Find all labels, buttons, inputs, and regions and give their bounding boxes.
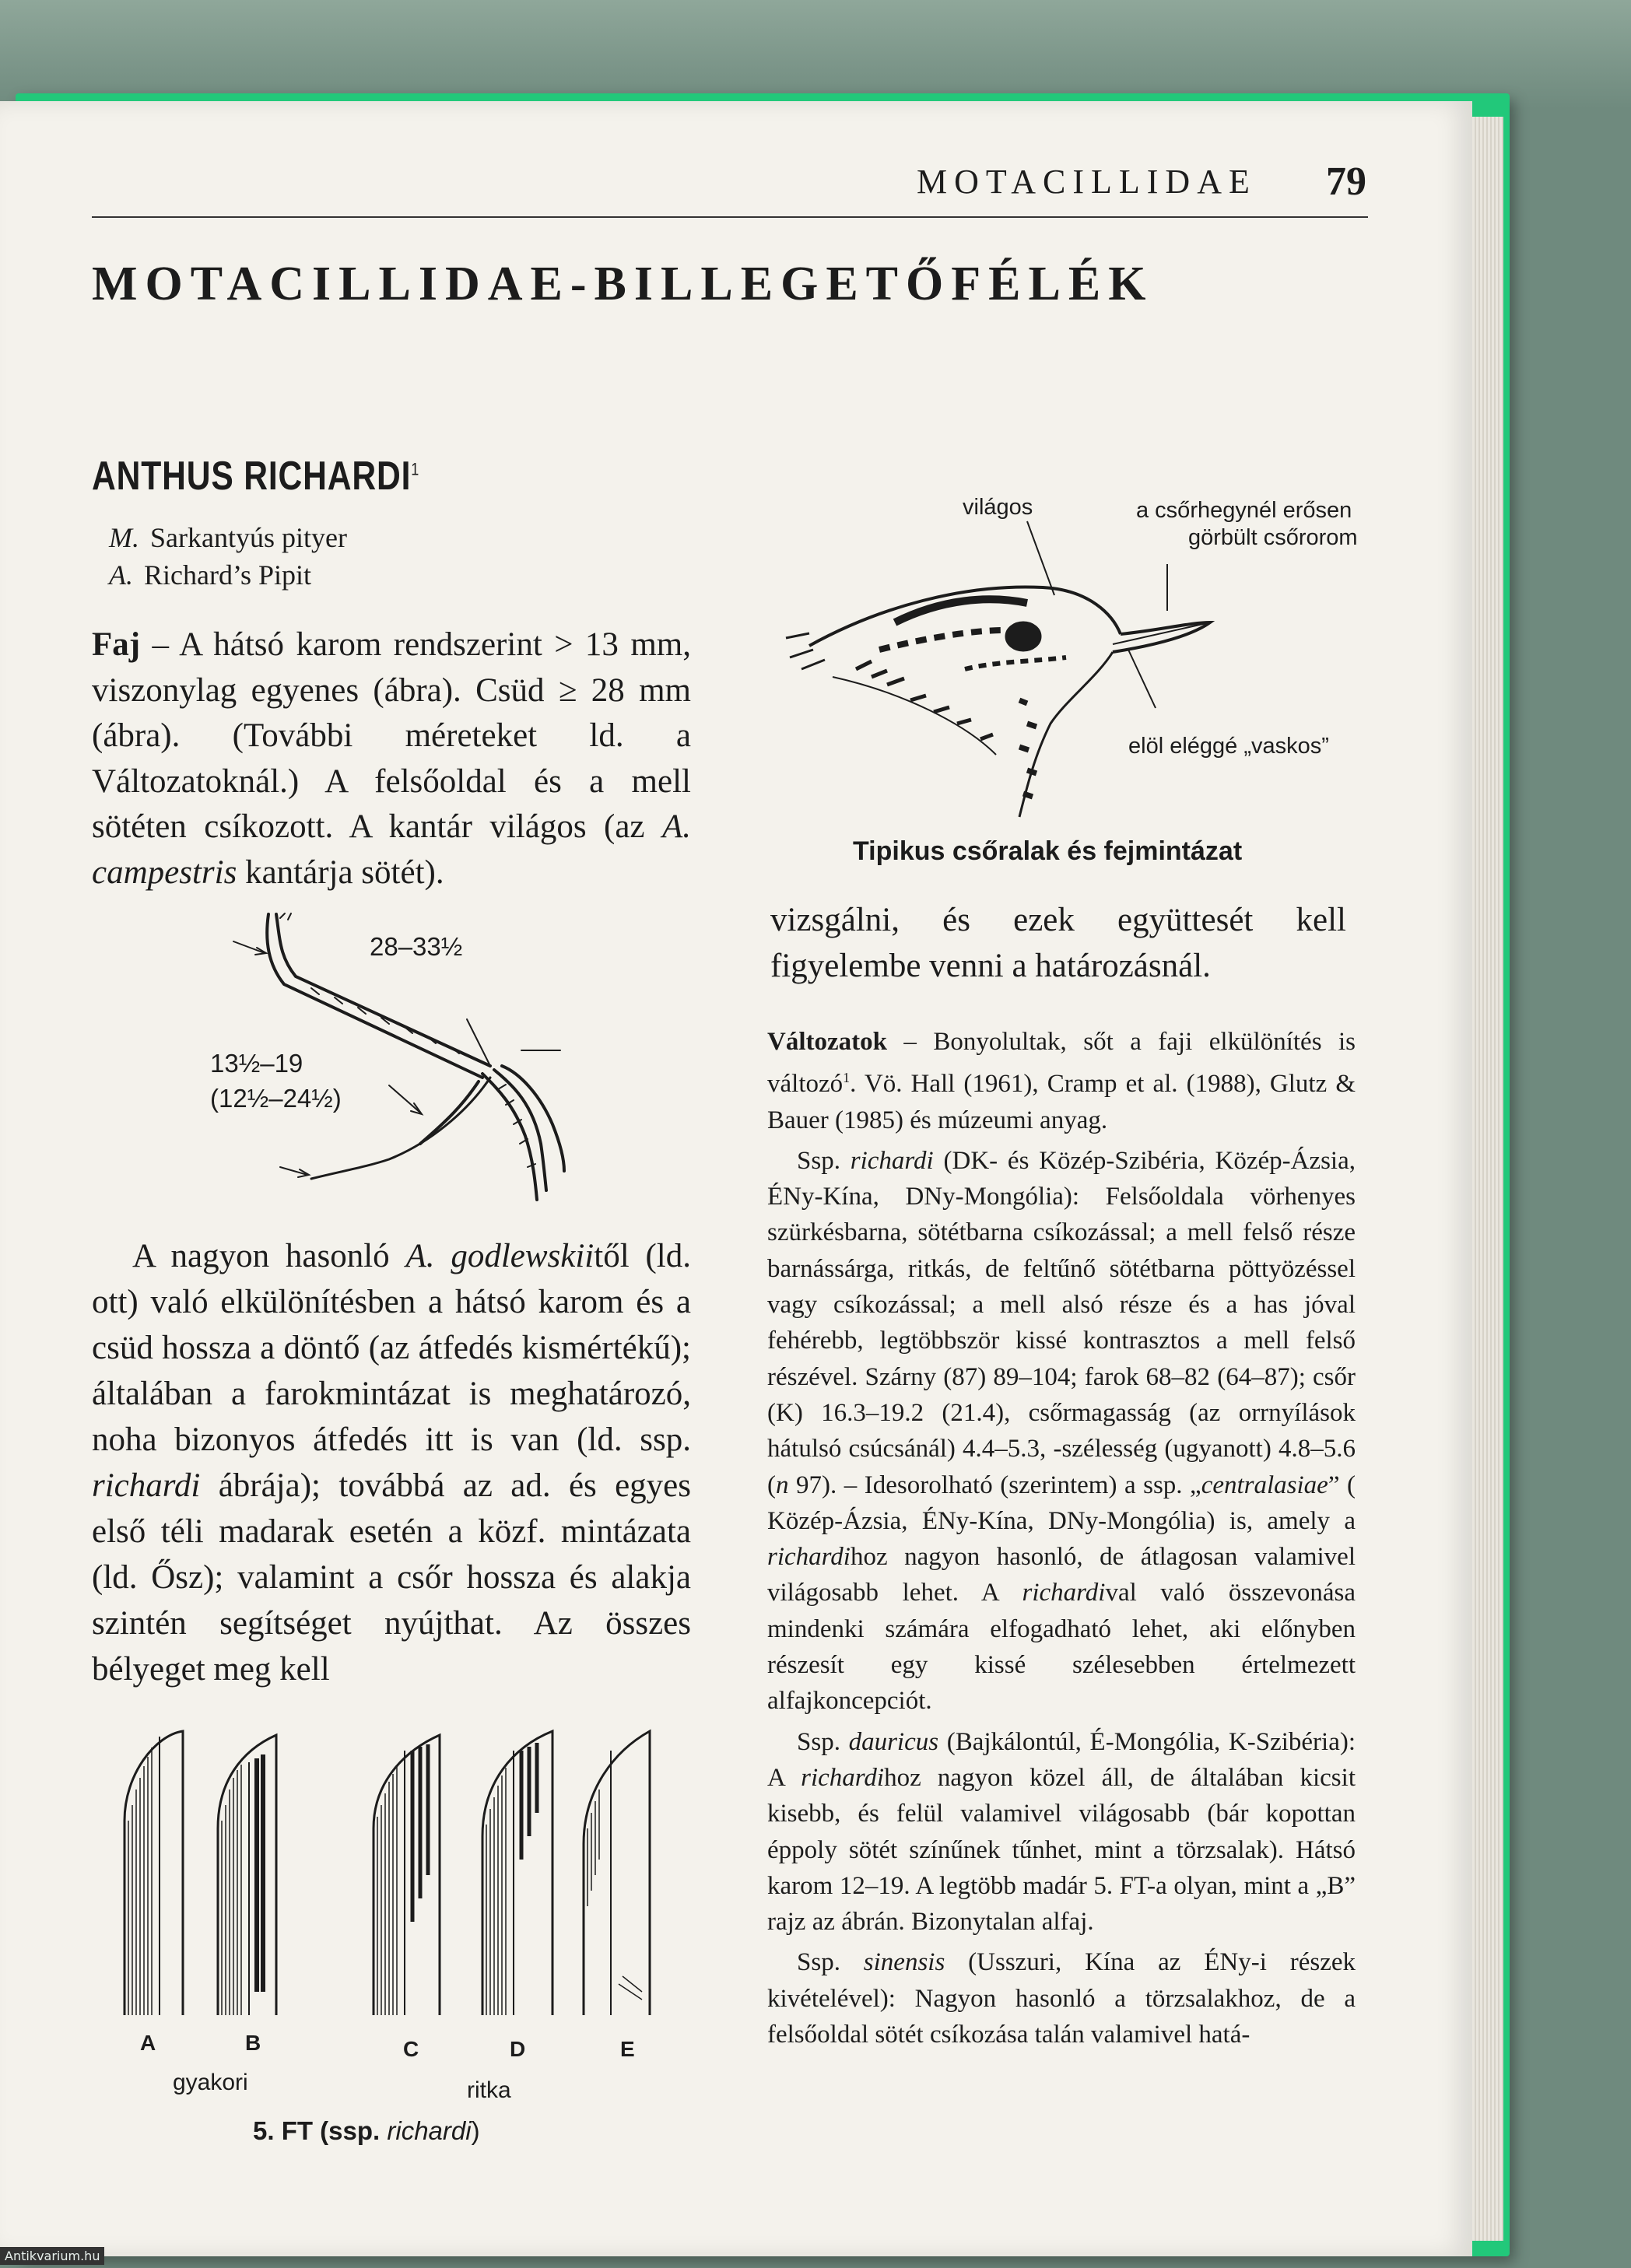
vernacular-name-hungarian: M. Sarkantyús pityer: [109, 522, 347, 553]
tail-group-rare: ritka: [467, 2077, 511, 2103]
tail-letter-d: D: [510, 2037, 526, 2061]
valtozatok-paragraph: Változatok – Bonyolultak, sőt a faji elkülönítés is változó$^1$. Vö. Hall (1961), Cramp et al. (1988), Glutz & Bauer (1985) és múzeumi anyag.: [767, 1028, 1356, 1134]
ssp-richardi-paragraph: Ssp. richardi (DK- és Közép-Szibéria, Közép-Ázsia, ÉNy-Kína, DNy-Mongólia): Felsőoldala vörhenyes szürkésbarna, sötétbarna csíkozással; a mell felső része barnássárga, ritkás, de feltűnő sötétbarna pöttyözéssel vagy csíkozással; a mell alsó része és a has jóval fehérebb, legtöbbször kissé kontrasztos a mell felső részével. Szárny (87) 89–104; farok 68–82 (64–87); csőr (K) 16.3–19.2 (21.4), csőrmagasság (az orrnyílások hátulsó csúcsánál) 4.4–5.3, -szélesség (ugyanott) 4.8–5.6 (n 97). – Idesorolható (szerintem) a ssp. „centralasiae” ( Közép-Ázsia, ÉNy-Kína, DNy-Mongólia) is, amely a richardihoz nagyon hasonló, de átlagosan valamivel világosabb lehet. A richardival való összevonása mindenki számára elfogadható lehet, aki előnyben részesít egy kissé szélesebben értelmezett alfajkoncepciót.: [767, 1146, 1356, 1716]
tail-figure-caption: 5. FT (ssp. richardi): [253, 2116, 480, 2145]
tail-letter-b: B: [245, 2031, 261, 2055]
tail-group-common: gyakori: [173, 2070, 248, 2095]
tail-letter-e: E: [620, 2037, 635, 2061]
watermark: Antikvarium.hu: [0, 2247, 104, 2265]
label-claw-range: (12½–24½): [210, 1084, 342, 1113]
header-rule: [92, 216, 1368, 218]
ssp-sinensis-paragraph: Ssp. sinensis (Usszuri, Kína az ÉNy-i részek kivételével): Nagyon hasonló a törzsalakhoz, de a felsőoldal sötét csíkozása talán valamivel hatá-: [767, 1948, 1356, 2049]
tail-feather-diagram: [117, 1727, 677, 2023]
label-curved-bill-1: a csőrhegynél erősen: [1136, 498, 1352, 523]
chapter-title: MOTACILLIDAE-BILLEGETŐFÉLÉK: [92, 258, 1154, 310]
page-stack-edge: [1472, 117, 1503, 2241]
label-tarsus: 28–33½: [370, 932, 463, 961]
continuation-text: vizsgálni, és ezek együttesét kell figyelembe venni a határozásnál.: [770, 902, 1346, 984]
comparison-paragraph: A nagyon hasonló A. godlewskiitől (ld. ott) való elkülönítésben a hátsó karom és a csüd hossza a döntő (az átfedés kismértékű); általában a farokmintázat is meghatározó, noha bizonyos átfedés itt is van (ld. ssp. richardi ábrája); továbbá az ad. és egyes első téli madarak esetén a közf. mintázata (ld. Ősz); valamint a csőr hossza és alakja szintén segítséget nyújthat. Az összes bélyeget meg kell: [92, 1238, 691, 1688]
label-claw: 13½–19: [210, 1049, 303, 1078]
vernacular-name-english: A. Richard’s Pipit: [109, 559, 311, 591]
species-heading: ANTHUS RICHARDI$^1$: [92, 454, 420, 499]
tail-letter-c: C: [403, 2037, 419, 2061]
head-figure-caption: Tipikus csőralak és fejmintázat: [853, 836, 1243, 866]
label-light-lore: világos: [963, 495, 1033, 520]
tail-letter-a: A: [140, 2031, 156, 2055]
ssp-dauricus-paragraph: Ssp. dauricus (Bajkálontúl, É-Mongólia, K-Szibéria): A richardihoz nagyon közel áll, de általában kicsit kisebb, és felül valamivel világosabb (bár kopottan éppoly sötét színűnek tűnhet, mint a törzsalak). Hátsó karom 12–19. A legtöbb madár 5. FT-a olyan, mint a „B” rajz az ábrán. Bizonytalan alfaj.: [767, 1727, 1356, 1937]
label-curved-bill-2: görbült csőrorom: [1188, 525, 1358, 550]
bird-head-diagram: [786, 521, 1222, 833]
running-head: MOTACILLIDAE: [917, 163, 1257, 201]
faj-paragraph: Faj – A hátsó karom rendszerint > 13 mm, viszonylag egyenes (ábra). Csüd ≥ 28 mm (ábra). (További méreteket ld. a Változatoknál.) A felsőoldal és a mell sötéten csíkozott. A kantár világos (az A. campestris kantárja sötét).: [92, 626, 691, 891]
variants-section: [767, 1024, 1356, 2057]
label-stout-bill: elöl eléggé „vaskos”: [1128, 734, 1329, 759]
page-number: 79: [1326, 159, 1366, 204]
